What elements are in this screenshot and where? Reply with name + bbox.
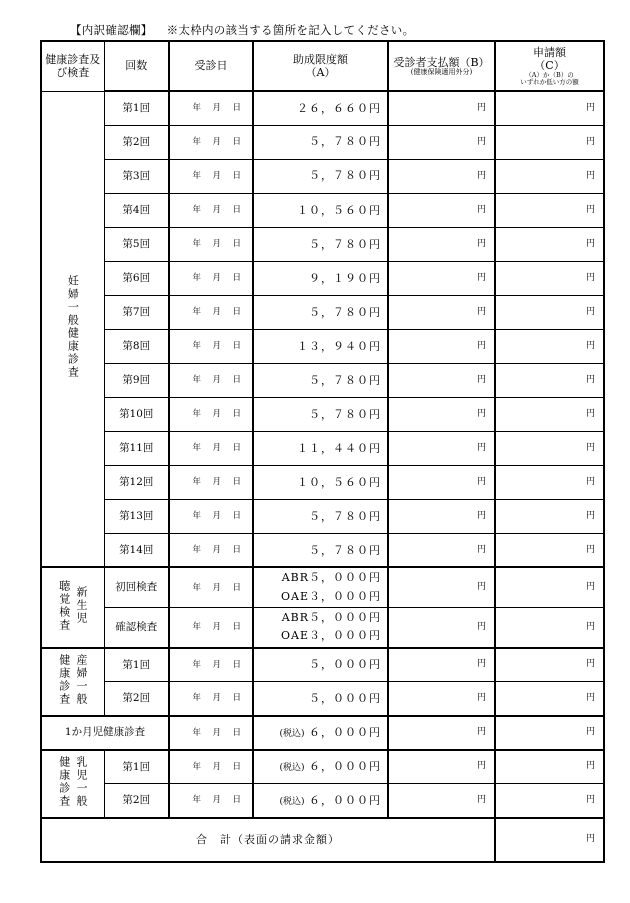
limit-amount: ５，０００円 <box>309 658 381 672</box>
date-unit-day: 日 <box>232 659 241 670</box>
subsidy-limit-value <box>253 193 388 227</box>
patient-paid-field[interactable]: 円 <box>388 431 495 465</box>
patient-paid-field[interactable]: 円 <box>388 363 495 397</box>
count-label: 第5回 <box>104 227 169 261</box>
oae-limit: OAE３，０００円 <box>281 589 381 603</box>
count-label: 第6回 <box>104 261 169 295</box>
date-unit-month: 月 <box>212 761 221 772</box>
visit-date-field[interactable] <box>169 363 253 397</box>
breakdown-table <box>40 40 605 863</box>
limit-amount: ６，０００円 <box>309 793 381 807</box>
date-unit-month: 月 <box>212 170 221 181</box>
date-unit-month: 月 <box>212 341 221 352</box>
table-row <box>41 499 604 533</box>
subsidy-limit-value <box>253 682 388 716</box>
date-unit-month: 月 <box>212 136 221 147</box>
date-unit-year: 年 <box>192 622 201 633</box>
total-row <box>41 818 604 862</box>
date-unit-year: 年 <box>192 511 201 522</box>
date-unit-day: 日 <box>232 477 241 488</box>
visit-date-field[interactable] <box>169 784 253 818</box>
patient-paid-field[interactable]: 円 <box>388 397 495 431</box>
count-label: 第2回 <box>104 125 169 159</box>
limit-amount: ５，７８０円 <box>309 373 381 387</box>
date-unit-day: 日 <box>232 170 241 181</box>
date-unit-year: 年 <box>192 477 201 488</box>
date-unit-year: 年 <box>192 273 201 284</box>
header-patient-paid: 受診者支払額（B） (健康保険適用外分) <box>388 41 495 91</box>
claim-amount-field[interactable]: 円 <box>495 91 604 125</box>
visit-date-field[interactable] <box>169 91 253 125</box>
date-unit-month: 月 <box>212 375 221 386</box>
subsidy-limit-value <box>253 533 388 567</box>
date-unit-month: 月 <box>212 477 221 488</box>
patient-paid-field[interactable]: 円 <box>388 329 495 363</box>
subsidy-limit-value <box>253 227 388 261</box>
limit-amount: ５，７８０円 <box>309 543 381 557</box>
patient-paid-field[interactable]: 円 <box>388 499 495 533</box>
table-row <box>41 567 604 607</box>
patient-paid-field[interactable]: 円 <box>388 784 495 818</box>
date-unit-day: 日 <box>232 761 241 772</box>
form-caption <box>70 22 414 38</box>
claim-amount-field[interactable]: 円 <box>495 193 604 227</box>
claim-amount-field[interactable]: 円 <box>495 159 604 193</box>
header-subsidy-limit: 助成限度額 （A） <box>253 41 388 91</box>
table-row <box>41 91 604 125</box>
claim-amount-field[interactable]: 円 <box>495 363 604 397</box>
tax-included-prefix: (税込) <box>279 796 305 807</box>
caption-note: ※太枠内の該当する箇所を記入してください。 <box>166 23 415 37</box>
limit-amount: ５，７８０円 <box>309 237 381 251</box>
tax-included-prefix: (税込) <box>279 728 305 739</box>
date-unit-year: 年 <box>192 375 201 386</box>
count-label: 第10回 <box>104 397 169 431</box>
date-unit-day: 日 <box>232 582 241 593</box>
claim-amount-field[interactable]: 円 <box>495 329 604 363</box>
claim-amount-field[interactable]: 円 <box>495 295 604 329</box>
patient-paid-field[interactable]: 円 <box>388 750 495 784</box>
subsidy-limit-value <box>253 648 388 682</box>
date-unit-month: 月 <box>212 205 221 216</box>
table-row <box>41 261 604 295</box>
date-unit-month: 月 <box>212 582 221 593</box>
date-unit-year: 年 <box>192 136 201 147</box>
count-label: 第3回 <box>104 159 169 193</box>
count-label: 第8回 <box>104 329 169 363</box>
claim-amount-field[interactable]: 円 <box>495 716 604 750</box>
patient-paid-field[interactable]: 円 <box>388 607 495 647</box>
table-row <box>41 784 604 818</box>
limit-amount: ５，７８０円 <box>309 509 381 523</box>
visit-date-field[interactable] <box>169 682 253 716</box>
claim-amount-field[interactable]: 円 <box>495 227 604 261</box>
claim-amount-field[interactable]: 円 <box>495 607 604 647</box>
date-unit-day: 日 <box>232 239 241 250</box>
subsidy-limit-value <box>253 125 388 159</box>
date-unit-month: 月 <box>212 239 221 250</box>
visit-date-field[interactable] <box>169 295 253 329</box>
date-unit-month: 月 <box>212 795 221 806</box>
date-unit-day: 日 <box>232 443 241 454</box>
table-row <box>41 295 604 329</box>
table-row <box>41 648 604 682</box>
header-visit-date: 受診日 <box>169 41 253 91</box>
claim-amount-field[interactable]: 円 <box>495 499 604 533</box>
group-newborn-hearing: 新生児 聴覚検査 <box>41 567 104 647</box>
table-row <box>41 227 604 261</box>
visit-date-field[interactable] <box>169 465 253 499</box>
tax-included-prefix: (税込) <box>279 762 305 773</box>
date-unit-year: 年 <box>192 103 201 114</box>
date-unit-month: 月 <box>212 659 221 670</box>
table-row <box>41 750 604 784</box>
count-label: 第2回 <box>104 784 169 818</box>
date-unit-day: 日 <box>232 273 241 284</box>
date-unit-year: 年 <box>192 693 201 704</box>
limit-amount: ５，７８０円 <box>309 305 381 319</box>
date-unit-day: 日 <box>232 205 241 216</box>
date-unit-year: 年 <box>192 205 201 216</box>
limit-amount: １０，５６０円 <box>297 203 381 217</box>
table-row <box>41 193 604 227</box>
claim-amount-field[interactable]: 円 <box>495 750 604 784</box>
visit-date-field[interactable] <box>169 750 253 784</box>
caption-title: 【内訳確認欄】 <box>70 23 153 37</box>
date-unit-month: 月 <box>212 693 221 704</box>
table-row <box>41 682 604 716</box>
date-unit-year: 年 <box>192 239 201 250</box>
date-unit-year: 年 <box>192 761 201 772</box>
subsidy-limit-value <box>253 750 388 784</box>
subsidy-limit-value <box>253 261 388 295</box>
header-claim-amount: 申請額 （C） （A）か（B）の いずれか低い方の額 <box>495 41 604 91</box>
table-row <box>41 465 604 499</box>
subsidy-limit-value <box>253 567 388 607</box>
claim-amount-field[interactable]: 円 <box>495 397 604 431</box>
limit-amount: ６，０００円 <box>309 759 381 773</box>
visit-date-field[interactable] <box>169 648 253 682</box>
date-unit-day: 日 <box>232 341 241 352</box>
visit-date-field[interactable] <box>169 329 253 363</box>
visit-date-field[interactable] <box>169 397 253 431</box>
table-row <box>41 431 604 465</box>
count-label: 第2回 <box>104 682 169 716</box>
date-unit-day: 日 <box>232 375 241 386</box>
abr-limit: ABR５，０００円 <box>281 571 381 585</box>
subsidy-limit-value <box>253 431 388 465</box>
limit-amount: ６，０００円 <box>309 725 381 739</box>
date-unit-month: 月 <box>212 545 221 556</box>
date-unit-day: 日 <box>232 511 241 522</box>
visit-date-field[interactable] <box>169 716 253 750</box>
visit-date-field[interactable] <box>169 607 253 647</box>
limit-amount: ５，７８０円 <box>309 169 381 183</box>
date-unit-year: 年 <box>192 545 201 556</box>
date-unit-year: 年 <box>192 170 201 181</box>
date-unit-day: 日 <box>232 795 241 806</box>
group-postpartum-checkup: 産婦一般 健康診査 <box>41 648 104 716</box>
patient-paid-field[interactable]: 円 <box>388 648 495 682</box>
table-row <box>41 159 604 193</box>
limit-amount: ２６，６６０円 <box>297 101 381 115</box>
limit-amount: ５，７８０円 <box>309 135 381 149</box>
date-unit-year: 年 <box>192 659 201 670</box>
limit-amount: ５，０００円 <box>309 691 381 705</box>
patient-paid-field[interactable]: 円 <box>388 295 495 329</box>
patient-paid-field[interactable]: 円 <box>388 193 495 227</box>
patient-paid-field[interactable]: 円 <box>388 125 495 159</box>
patient-paid-field[interactable]: 円 <box>388 91 495 125</box>
header-exam-type: 健康診査及び検査 <box>41 41 104 91</box>
group-pregnancy-checkup: 妊婦一般健康診査 <box>41 91 104 567</box>
subsidy-limit-value <box>253 159 388 193</box>
claim-amount-field[interactable]: 円 <box>495 533 604 567</box>
visit-date-field[interactable] <box>169 499 253 533</box>
group-one-month-checkup: 1か月児健康診査 <box>41 716 169 750</box>
claim-amount-field[interactable]: 円 <box>495 465 604 499</box>
date-unit-month: 月 <box>212 443 221 454</box>
date-unit-day: 日 <box>232 103 241 114</box>
count-label: 第7回 <box>104 295 169 329</box>
table-row <box>41 716 604 750</box>
date-unit-month: 月 <box>212 307 221 318</box>
count-label: 第11回 <box>104 431 169 465</box>
patient-paid-field[interactable]: 円 <box>388 567 495 607</box>
claim-amount-field[interactable]: 円 <box>495 648 604 682</box>
date-unit-day: 日 <box>232 727 241 738</box>
count-label: 第1回 <box>104 91 169 125</box>
subsidy-limit-value <box>253 91 388 125</box>
count-label: 第4回 <box>104 193 169 227</box>
claim-amount-field[interactable]: 円 <box>495 784 604 818</box>
date-unit-year: 年 <box>192 341 201 352</box>
table-row <box>41 607 604 647</box>
visit-date-field[interactable] <box>169 261 253 295</box>
date-unit-year: 年 <box>192 582 201 593</box>
claim-amount-field[interactable]: 円 <box>495 261 604 295</box>
table-row <box>41 533 604 567</box>
count-label: 第1回 <box>104 648 169 682</box>
date-unit-year: 年 <box>192 409 201 420</box>
subsidy-limit-value <box>253 607 388 647</box>
count-label: 第13回 <box>104 499 169 533</box>
subsidy-limit-value <box>253 784 388 818</box>
count-label: 初回検査 <box>104 567 169 607</box>
date-unit-year: 年 <box>192 795 201 806</box>
visit-date-field[interactable] <box>169 533 253 567</box>
count-label: 第1回 <box>104 750 169 784</box>
subsidy-limit-value <box>253 295 388 329</box>
visit-date-field[interactable] <box>169 567 253 607</box>
patient-paid-field[interactable]: 円 <box>388 227 495 261</box>
count-label: 確認検査 <box>104 607 169 647</box>
visit-date-field[interactable] <box>169 159 253 193</box>
subsidy-limit-value <box>253 363 388 397</box>
date-unit-year: 年 <box>192 727 201 738</box>
subsidy-limit-value <box>253 465 388 499</box>
patient-paid-field[interactable]: 円 <box>388 682 495 716</box>
count-label: 第9回 <box>104 363 169 397</box>
date-unit-month: 月 <box>212 409 221 420</box>
count-label: 第14回 <box>104 533 169 567</box>
limit-amount: １１，４４０円 <box>297 441 381 455</box>
date-unit-year: 年 <box>192 443 201 454</box>
group-infant-checkup: 乳児一般 健康診査 <box>41 750 104 818</box>
date-unit-month: 月 <box>212 103 221 114</box>
table-row <box>41 329 604 363</box>
abr-limit: ABR５，０００円 <box>281 610 381 624</box>
patient-paid-field[interactable]: 円 <box>388 533 495 567</box>
claim-amount-field[interactable]: 円 <box>495 567 604 607</box>
date-unit-year: 年 <box>192 307 201 318</box>
subsidy-limit-value <box>253 716 388 750</box>
patient-paid-field[interactable]: 円 <box>388 716 495 750</box>
patient-paid-field[interactable]: 円 <box>388 465 495 499</box>
date-unit-day: 日 <box>232 307 241 318</box>
limit-amount: ５，７８０円 <box>309 407 381 421</box>
limit-amount: ９，１９０円 <box>309 271 381 285</box>
table-row <box>41 363 604 397</box>
table-row <box>41 125 604 159</box>
total-label: 合 計（表面の請求金額） <box>41 818 495 862</box>
table-row <box>41 397 604 431</box>
visit-date-field[interactable] <box>169 431 253 465</box>
date-unit-month: 月 <box>212 511 221 522</box>
subsidy-limit-value <box>253 397 388 431</box>
subsidy-limit-value <box>253 329 388 363</box>
date-unit-day: 日 <box>232 622 241 633</box>
date-unit-day: 日 <box>232 545 241 556</box>
count-label: 第12回 <box>104 465 169 499</box>
limit-amount: １０，５６０円 <box>297 475 381 489</box>
date-unit-month: 月 <box>212 727 221 738</box>
date-unit-month: 月 <box>212 273 221 284</box>
date-unit-day: 日 <box>232 136 241 147</box>
limit-amount: １３，９４０円 <box>297 339 381 353</box>
visit-date-field[interactable] <box>169 125 253 159</box>
claim-amount-field[interactable]: 円 <box>495 682 604 716</box>
date-unit-day: 日 <box>232 409 241 420</box>
header-count: 回数 <box>104 41 169 91</box>
visit-date-field[interactable] <box>169 227 253 261</box>
date-unit-day: 日 <box>232 693 241 704</box>
claim-amount-field[interactable]: 円 <box>495 431 604 465</box>
subsidy-limit-value <box>253 499 388 533</box>
patient-paid-field[interactable]: 円 <box>388 159 495 193</box>
date-unit-month: 月 <box>212 622 221 633</box>
visit-date-field[interactable] <box>169 193 253 227</box>
claim-amount-field[interactable]: 円 <box>495 125 604 159</box>
patient-paid-field[interactable]: 円 <box>388 261 495 295</box>
total-amount-field[interactable]: 円 <box>495 818 604 862</box>
header-row <box>41 41 604 91</box>
oae-limit: OAE３，０００円 <box>281 629 381 643</box>
